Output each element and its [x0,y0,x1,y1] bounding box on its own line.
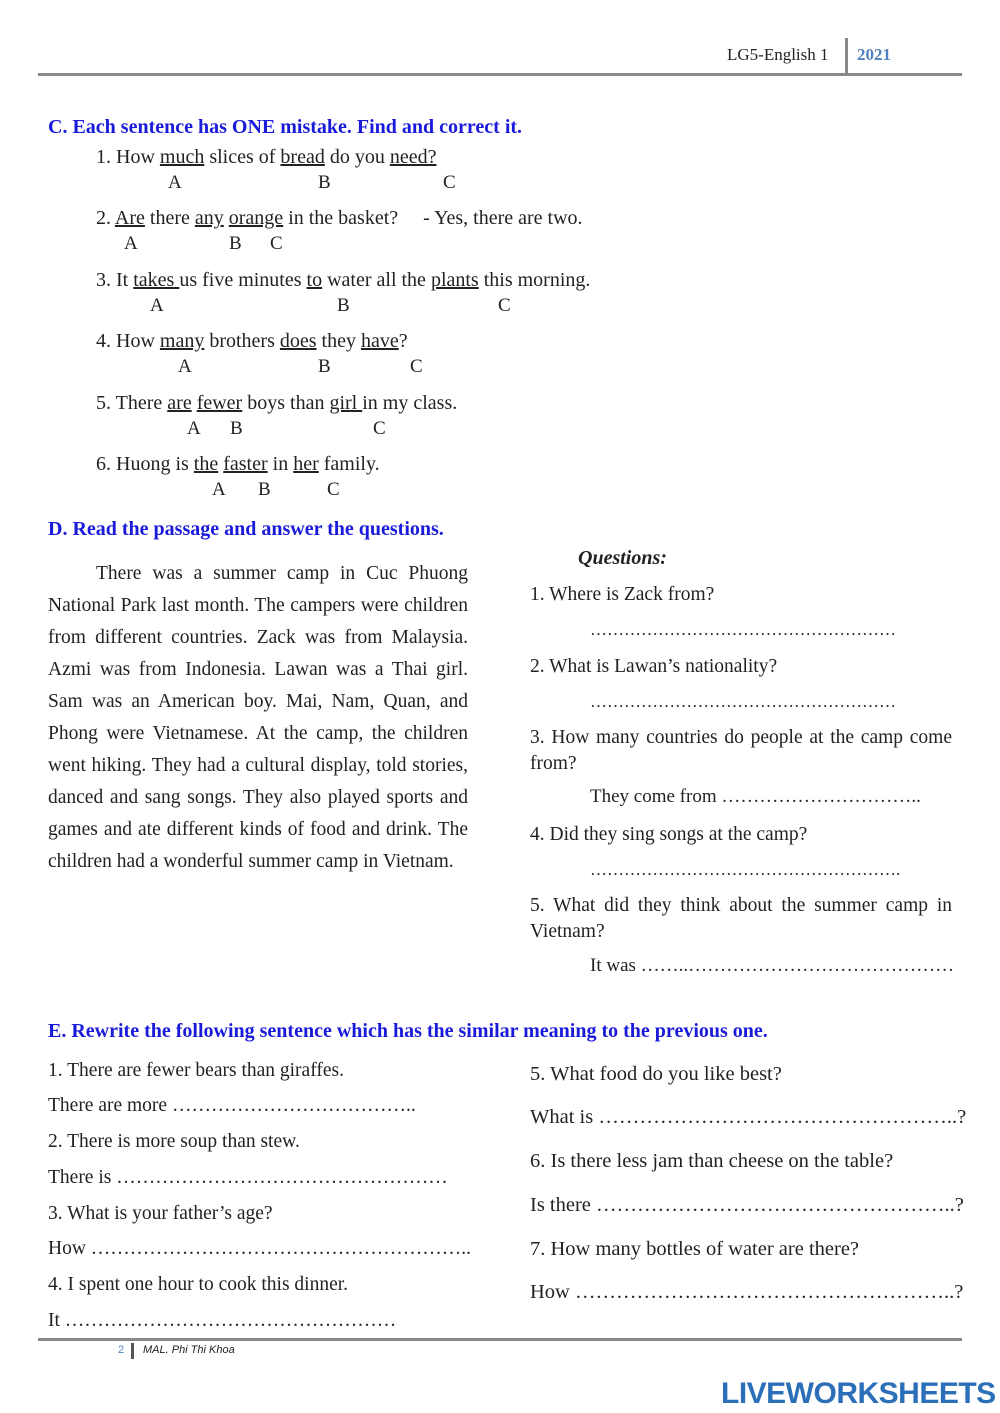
sentence-text: there [144,207,195,229]
sentence-text: family. [318,453,380,475]
underlined-option[interactable]: the [193,453,219,475]
option-letter: C [443,172,456,193]
sentence-1 [96,146,436,169]
questions-title: Questions: [578,547,667,569]
section-c-title: C. Each sentence has ONE mistake. Find and correct it. [48,116,523,138]
option-letter: A [178,356,192,377]
rewrite-prompt: 7. How many bottles of water are there? [530,1238,860,1260]
underlined-option[interactable]: fewer [196,392,243,414]
option-letter: B [318,172,331,193]
answer-1-field[interactable]: ……………………………………………… [590,620,896,639]
underlined-option[interactable]: does [279,330,317,352]
option-letter: A [212,479,226,500]
underlined-option[interactable]: plants [430,269,479,291]
answer-2-field[interactable]: ……………………………………………… [590,692,896,711]
underlined-option[interactable]: faster [223,453,268,475]
sentence-4 [96,330,408,353]
sentence-5 [96,392,457,415]
underlined-option[interactable]: her [293,453,319,475]
header-divider [845,38,848,76]
sentence-text: ? [398,330,408,352]
underlined-option[interactable]: girl [329,392,363,414]
underlined-option[interactable]: orange [228,207,284,229]
sentence-text: 4. How [96,330,160,352]
sentence-text: 3. It [96,269,134,291]
option-letter: B [230,418,243,439]
sentence-text: boys than [242,392,330,414]
option-letter: A [168,172,182,193]
sentence-2 [96,207,583,230]
liveworksheets-logo [697,1377,996,1411]
rewrite-answer-field[interactable]: There are more ……………………………….. [48,1095,416,1116]
sentence-text: in my class. [362,392,458,414]
header-year: 2021 [857,45,891,64]
underlined-option[interactable]: much [159,146,205,168]
underlined-option[interactable]: have [360,330,399,352]
sentence-text: 1. How [96,146,160,168]
underlined-option[interactable]: need? [389,146,437,168]
option-letter: B [318,356,331,377]
sentence-text: they [316,330,361,352]
option-letter: A [187,418,201,439]
question-1: 1. Where is Zack from? [530,584,715,605]
reading-passage: There was a summer camp in Cuc Phuong National Park last month. The campers were children from different countries. Zack was from Malaysia. Azmi was from Indonesia. Lawan was a Thai girl. Sam was an American boy. Mai, Nam, Quan, and Phong were Vietnamese. At the camp, the children went hiking. They had a cultural display, told stories, danced and sang songs. They also played sports and games and ate different kinds of food and drink. The children had a wonderful summer camp in Vietnam. [48,563,468,872]
option-letter: B [229,233,242,254]
rewrite-answer-field[interactable]: How ………………………………………………..? [530,1281,964,1303]
underlined-option[interactable]: many [159,330,205,352]
option-letter: C [327,479,340,500]
sentence-text: 5. There [96,392,168,414]
answer-3-field[interactable]: They come from ………………………….. [590,786,921,807]
rewrite-answer-field[interactable]: What is ……………………………………………..? [530,1106,967,1128]
page-number: 2 [118,1344,125,1356]
sentence-text: us five minutes [179,269,307,291]
option-letter: C [410,356,423,377]
footer-author: MAL. Phi Thi Khoa [143,1344,235,1356]
underlined-option[interactable]: any [194,207,224,229]
footer-divider [131,1343,134,1359]
option-letter: B [258,479,271,500]
rewrite-prompt: 1. There are fewer bears than giraffes. [48,1060,344,1081]
question-4: 4. Did they sing songs at the camp? [530,824,808,845]
logo-tiles-icon [697,1394,718,1395]
section-d-title: D. Read the passage and answer the questions. [48,518,444,540]
option-letter: C [373,418,386,439]
sentence-text: this morning. [478,269,591,291]
sentence-text: brothers [204,330,280,352]
option-letter: A [150,295,164,316]
rewrite-answer-field[interactable]: It …………………………………………… [48,1310,397,1331]
underlined-option[interactable]: to [306,269,323,291]
question-3: 3. How many countries do people at the camp come from? [530,727,952,774]
underlined-option[interactable]: Are [114,207,145,229]
rewrite-answer-field[interactable]: There is …………………………………………… [48,1167,448,1188]
rewrite-prompt: 6. Is there less jam than cheese on the table? [530,1150,894,1172]
rewrite-prompt: 3. What is your father’s age? [48,1203,273,1224]
header-rule [38,73,962,76]
sentence-text: 6. Huong is [96,453,194,475]
answer-5-field[interactable]: It was ……..…………………………………… [590,955,955,976]
section-e-title: E. Rewrite the following sentence which has the similar meaning to the previous one. [48,1020,768,1042]
sentence-text: 2. [96,207,115,229]
question-2: 2. What is Lawan’s nationality? [530,656,778,677]
answer-4-field[interactable]: ………………………………………………. [590,860,901,879]
underlined-option[interactable]: are [167,392,192,414]
sentence-text: in the basket? - Yes, there are two. [283,207,583,229]
option-letter: C [498,295,511,316]
sentence-6 [96,453,380,476]
sentence-text: slices of [204,146,281,168]
rewrite-answer-field[interactable]: Is there ……………………………………………..? [530,1194,964,1216]
sentence-text: do you [324,146,390,168]
question-5: 5. What did they think about the summer camp in Vietnam? [530,895,952,942]
rewrite-prompt: 4. I spent one hour to cook this dinner. [48,1274,349,1295]
logo-text: LIVEWORKSHEETS [721,1377,996,1410]
underlined-option[interactable]: takes [133,269,180,291]
option-letter: B [337,295,350,316]
sentence-3 [96,269,590,292]
sentence-text: water all the [322,269,431,291]
rewrite-prompt: 5. What food do you like best? [530,1063,782,1085]
option-letter: C [270,233,283,254]
footer-rule [38,1338,962,1341]
header-title: LG5-English 1 [727,45,829,64]
rewrite-answer-field[interactable]: How ………………………………………………….. [48,1238,472,1259]
sentence-text: in [267,453,294,475]
rewrite-prompt: 2. There is more soup than stew. [48,1131,300,1152]
option-letter: A [124,233,138,254]
underlined-option[interactable]: bread [280,146,325,168]
